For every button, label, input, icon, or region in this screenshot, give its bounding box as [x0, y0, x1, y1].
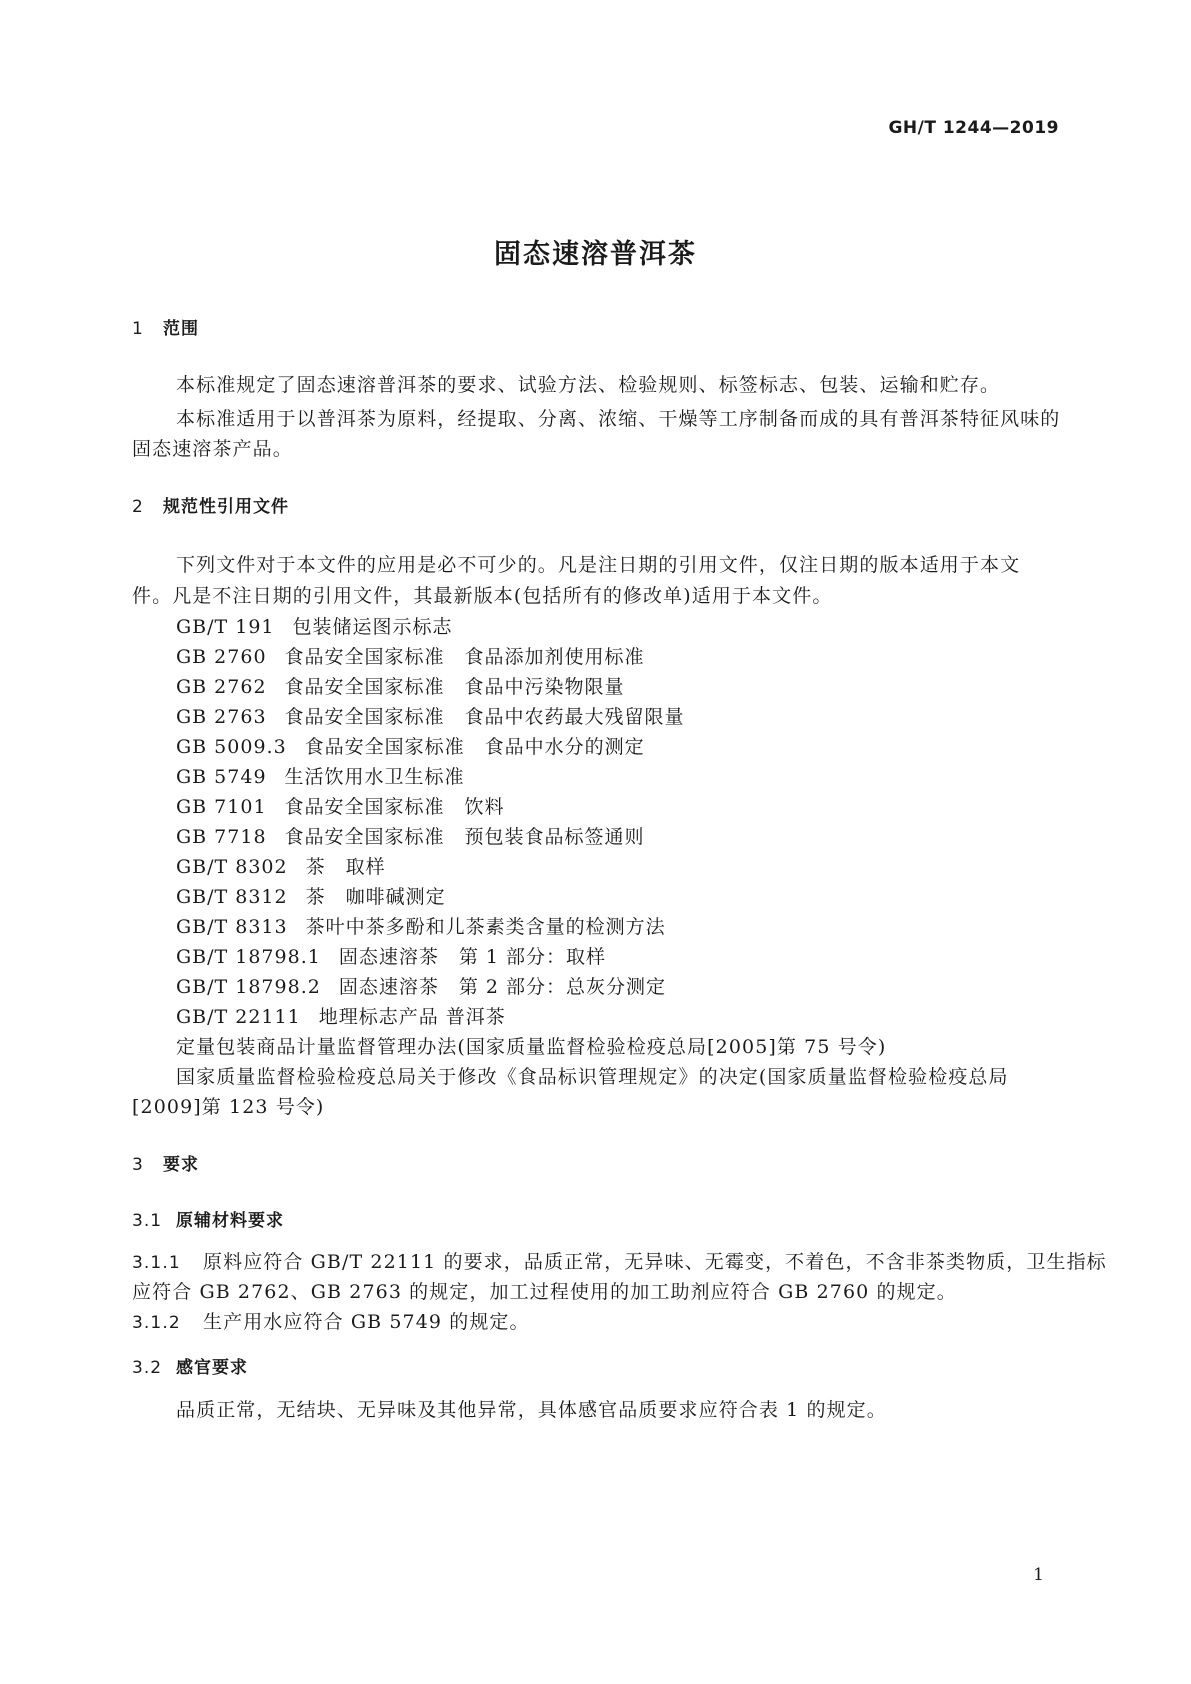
clause-3-1-1: [132, 1247, 1107, 1278]
reference-code: GB 5749: [176, 766, 267, 788]
paragraph: 件。凡是不注日期的引用文件，其最新版本(包括所有的修改单)适用于本文件。: [132, 585, 833, 607]
subsection-title: 原辅材料要求: [176, 1211, 284, 1231]
paragraph: 下列文件对于本文件的应用是必不可少的。凡是注日期的引用文件，仅注日期的版本适用于本文: [176, 554, 1021, 576]
standard-code: GH/T 1244—2019: [888, 118, 1059, 138]
reference-title: 茶 取样: [305, 856, 386, 878]
subsection-title: 感官要求: [176, 1358, 248, 1378]
reference-item: [176, 852, 386, 882]
reference-title: 固态速溶茶 第 2 部分：总灰分测定: [338, 976, 666, 998]
reference-item: [176, 942, 606, 972]
clause-text: 生产用水应符合 GB 5749 的规定。: [203, 1311, 530, 1333]
subsection-3-1-heading: [132, 1206, 284, 1236]
section-2-heading: [132, 492, 289, 522]
reference-code: GB/T 8312: [176, 886, 288, 908]
reference-title: 食品安全国家标准 预包装食品标签通则: [284, 826, 645, 848]
clause-number: 3.1.1: [132, 1253, 181, 1273]
reference-item: [176, 972, 666, 1002]
section-title: 范围: [163, 319, 199, 339]
reference-title: 生活饮用水卫生标准: [284, 766, 465, 788]
reference-item: [176, 912, 666, 942]
paragraph: 本标准适用于以普洱茶为原料，经提取、分离、浓缩、干燥等工序制备而成的具有普洱茶特征风味的: [176, 408, 1061, 430]
reference-title: 固态速溶茶 第 1 部分：取样: [338, 946, 606, 968]
reference-item: 定量包装商品计量监督管理办法(国家质量监督检验检疫总局[2005]第 75 号令): [176, 1036, 887, 1058]
reference-item: [176, 792, 505, 822]
section-1-heading: [132, 314, 199, 344]
section-title: 要求: [163, 1155, 199, 1175]
section-number: 2: [132, 497, 144, 517]
reference-item: [2009]第 123 号令): [132, 1096, 325, 1118]
reference-code: GB 2763: [176, 706, 267, 728]
reference-code: GB/T 191: [176, 616, 275, 638]
paragraph: 固态速溶茶产品。: [132, 438, 293, 460]
reference-item: [176, 642, 645, 672]
clause-text: 原料应符合 GB/T 22111 的要求，品质正常，无异味、无霉变，不着色，不含非茶类物质，卫生指标: [203, 1251, 1107, 1273]
section-number: 3: [132, 1155, 144, 1175]
reference-item: [176, 1002, 506, 1032]
reference-title: 食品安全国家标准 食品中污染物限量: [284, 676, 625, 698]
reference-item: [176, 672, 625, 702]
reference-code: GB/T 18798.1: [176, 946, 321, 968]
clause-3-1-2: [132, 1307, 530, 1338]
reference-item: [176, 612, 453, 642]
page-number: 1: [1033, 1565, 1044, 1585]
reference-title: 食品安全国家标准 食品中水分的测定: [304, 736, 645, 758]
reference-code: GB/T 8313: [176, 916, 288, 938]
reference-title: 茶叶中茶多酚和儿茶素类含量的检测方法: [305, 916, 666, 938]
reference-item: [176, 732, 645, 762]
reference-code: GB 7718: [176, 826, 267, 848]
subsection-number: 3.2: [132, 1358, 163, 1378]
subsection-3-2-heading: [132, 1353, 248, 1383]
subsection-number: 3.1: [132, 1211, 163, 1231]
reference-title: 食品安全国家标准 食品添加剂使用标准: [284, 646, 645, 668]
reference-code: GB 2762: [176, 676, 267, 698]
reference-item: [176, 822, 645, 852]
clause-text: 应符合 GB 2762、GB 2763 的规定，加工过程使用的加工助剂应符合 GB 2760 的规定。: [132, 1281, 957, 1303]
reference-title: 地理标志产品 普洱茶: [318, 1006, 506, 1028]
reference-item: [176, 882, 446, 912]
section-title: 规范性引用文件: [163, 497, 289, 517]
reference-code: GB/T 8302: [176, 856, 288, 878]
clause-number: 3.1.2: [132, 1313, 181, 1333]
paragraph: 品质正常，无结块、无异味及其他异常，具体感官品质要求应符合表 1 的规定。: [176, 1399, 887, 1421]
reference-item: 国家质量监督检验检疫总局关于修改《食品标识管理规定》的决定(国家质量监督检验检疫总局: [176, 1066, 1009, 1088]
document-title: 固态速溶普洱茶: [494, 239, 697, 270]
reference-code: GB 7101: [176, 796, 267, 818]
reference-title: 食品安全国家标准 食品中农药最大残留限量: [284, 706, 685, 728]
reference-code: GB 5009.3: [176, 736, 287, 758]
reference-item: [176, 702, 685, 732]
section-number: 1: [132, 319, 144, 339]
reference-title: 食品安全国家标准 饮料: [284, 796, 505, 818]
reference-code: GB/T 22111: [176, 1006, 301, 1028]
paragraph: 本标准规定了固态速溶普洱茶的要求、试验方法、检验规则、标签标志、包装、运输和贮存。: [176, 374, 1001, 396]
reference-title: 包装储运图示标志: [292, 616, 453, 638]
reference-code: GB/T 18798.2: [176, 976, 321, 998]
reference-title: 茶 咖啡碱测定: [305, 886, 446, 908]
reference-code: GB 2760: [176, 646, 267, 668]
section-3-heading: [132, 1150, 199, 1180]
reference-item: [176, 762, 465, 792]
